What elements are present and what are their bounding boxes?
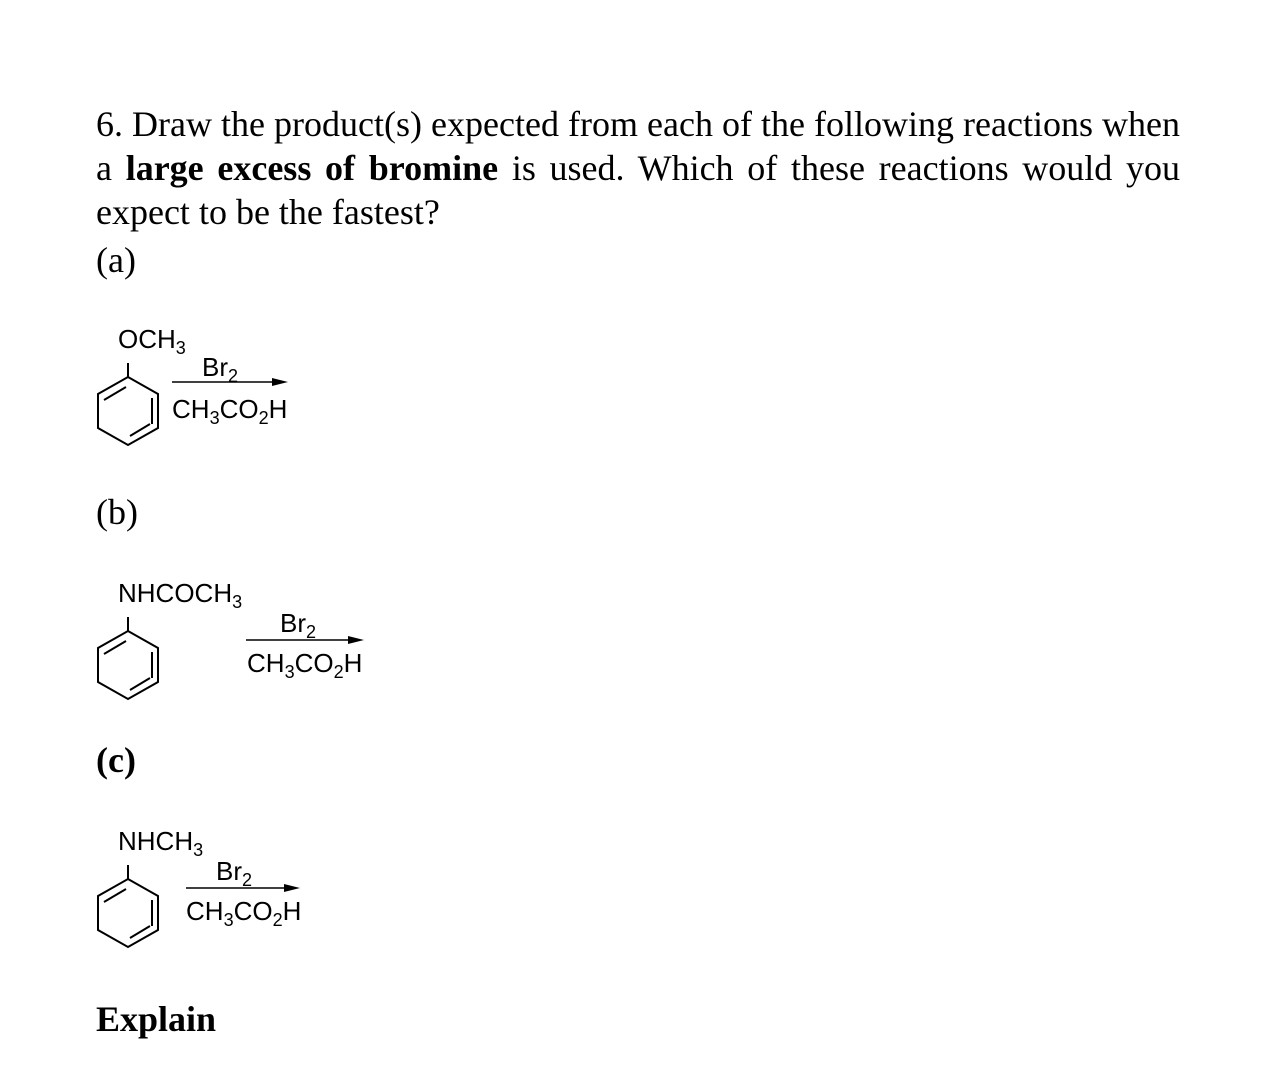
question-number: 6.: [96, 104, 123, 144]
reagent-below-b-part2: CO: [294, 648, 334, 678]
reagent-below-b-part3: H: [343, 648, 363, 678]
reagent-below-b-part1: CH: [247, 648, 285, 678]
reaction-a: [0, 318, 1276, 478]
question-text-part-2: is used. Which of these reactions would you expect to be the fastest?: [96, 148, 1181, 232]
reagent-above-a-subscript: 2: [228, 366, 239, 386]
reagent-above-b: [280, 608, 317, 642]
reagent-above-b-subscript: 2: [306, 622, 317, 642]
reagent-below-c-part3: H: [282, 896, 302, 926]
reagent-below-a-part3: H: [268, 394, 288, 424]
reagent-above-b-main: Br: [280, 608, 306, 638]
reagent-below-c-part1: CH: [186, 896, 224, 926]
question-emphasis: large excess of bromine: [125, 148, 499, 188]
reagent-below-b-sub2: 2: [333, 662, 344, 682]
reagent-below-b-sub1: 3: [284, 662, 295, 682]
reaction-b: [0, 572, 1276, 732]
reagent-below-c: [186, 896, 302, 930]
reaction-a-scheme: [0, 318, 400, 448]
reagent-below-a-sub2: 2: [258, 408, 269, 428]
question-text: [96, 102, 1180, 234]
reagent-below-a: [172, 394, 288, 428]
benzene-ring-a: [98, 363, 158, 445]
explain-prompt: Explain: [96, 999, 217, 1039]
reagent-above-a: [202, 352, 239, 386]
reagent-below-c-part2: CO: [233, 896, 273, 926]
part-b-label: (b): [96, 492, 138, 532]
reagent-above-c: [216, 856, 253, 890]
part-c-label: (c): [96, 740, 136, 780]
substituent-a: [118, 324, 186, 358]
reagent-below-c-sub1: 3: [223, 910, 234, 930]
question-text-part-1: Draw the product(s) expected from each of the following reactions when a: [96, 104, 1181, 188]
reagent-below-a-part2: CO: [219, 394, 259, 424]
reagent-below-c-sub2: 2: [272, 910, 283, 930]
substituent-c-main: NHCH: [118, 826, 194, 856]
reagent-below-a-sub1: 3: [209, 408, 220, 428]
reaction-c: [0, 820, 1276, 980]
substituent-b-main: NHCOCH: [118, 578, 233, 608]
reagent-above-c-subscript: 2: [242, 870, 253, 890]
substituent-c-subscript: 3: [193, 840, 204, 860]
reagent-above-c-main: Br: [216, 856, 242, 886]
substituent-b-subscript: 3: [232, 592, 243, 612]
benzene-ring-c: [98, 865, 158, 947]
substituent-a-main: OCH: [118, 324, 176, 354]
substituent-a-subscript: 3: [175, 338, 186, 358]
reagent-below-a-part1: CH: [172, 394, 210, 424]
substituent-b: [118, 578, 243, 612]
reagent-above-a-main: Br: [202, 352, 228, 382]
part-a-label: (a): [96, 240, 136, 280]
substituent-c: [118, 826, 204, 860]
benzene-ring-b: [98, 617, 158, 699]
reagent-below-b: [247, 648, 363, 682]
